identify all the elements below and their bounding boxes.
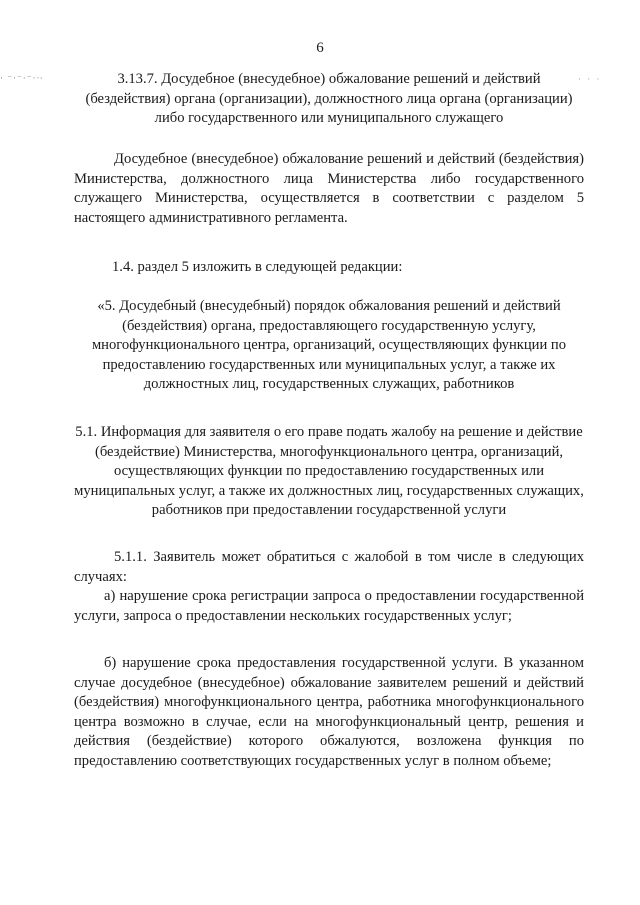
section-5-1-1-item-a: а) нарушение срока регистрации запроса о предоставлении государственной услуги, запроса о предоставлении нескольких государственных услуг; <box>74 588 584 624</box>
item-1-4: 1.4. раздел 5 изложить в следующей редакции: <box>112 259 403 275</box>
section-3-13-7-heading: 3.13.7. Досудебное (внесудебное) обжалование решений и действий (бездействия) органа (организации), должностного лица органа (организации) либо государственного или муниципального служащего <box>85 71 573 127</box>
section-5-heading: «5. Досудебный (внесудебный) порядок обжалования решений и действий (бездействия) органа, предоставляющего государственную услугу, многофункционального центра, организаций, осуществляющих функции по предоставлению государственных или муниципальных услуг, а также их должностных лиц, государственных служащих, работников <box>91 298 567 393</box>
section-5-1-heading: 5.1. Информация для заявителя о его праве подать жалобу на решение и действие (бездействие) Министерства, многофункционального центра, организаций, осуществляющих функции по предоставлению государственных или муниципальных услуг, а также их должностных лиц, государственных служащих, работников при предоставлении государственной услуги <box>74 424 584 519</box>
section-5-1-1-item-b: б) нарушение срока предоставления государственной услуги. В указанном случае досудебное (внесудебное) обжалование заявителем решений и действий (бездействия) многофункционального центра, работника многофункционального центра возможно в случае, если на многофункциональный центр, решения и действия (бездействие) которого обжалуются, возложена функция по предоставлению соответствующих государственных услуг в полном объеме; <box>74 655 584 769</box>
scan-artifact-left: · ⁻·⁻·⁻·ᐧ· <box>0 73 44 83</box>
section-5-1-1-intro: 5.1.1. Заявитель может обратиться с жалобой в том числе в следующих случаях: <box>74 549 584 585</box>
page-number: 6 <box>316 40 324 56</box>
scan-artifact-right: · · · <box>578 74 602 84</box>
section-3-13-7-body: Досудебное (внесудебное) обжалование решений и действий (бездействия) Министерства, должностного лица Министерства либо государственного служащего Министерства, осуществляется в соответствии с разделом 5 настоящего административного регламента. <box>74 151 584 226</box>
